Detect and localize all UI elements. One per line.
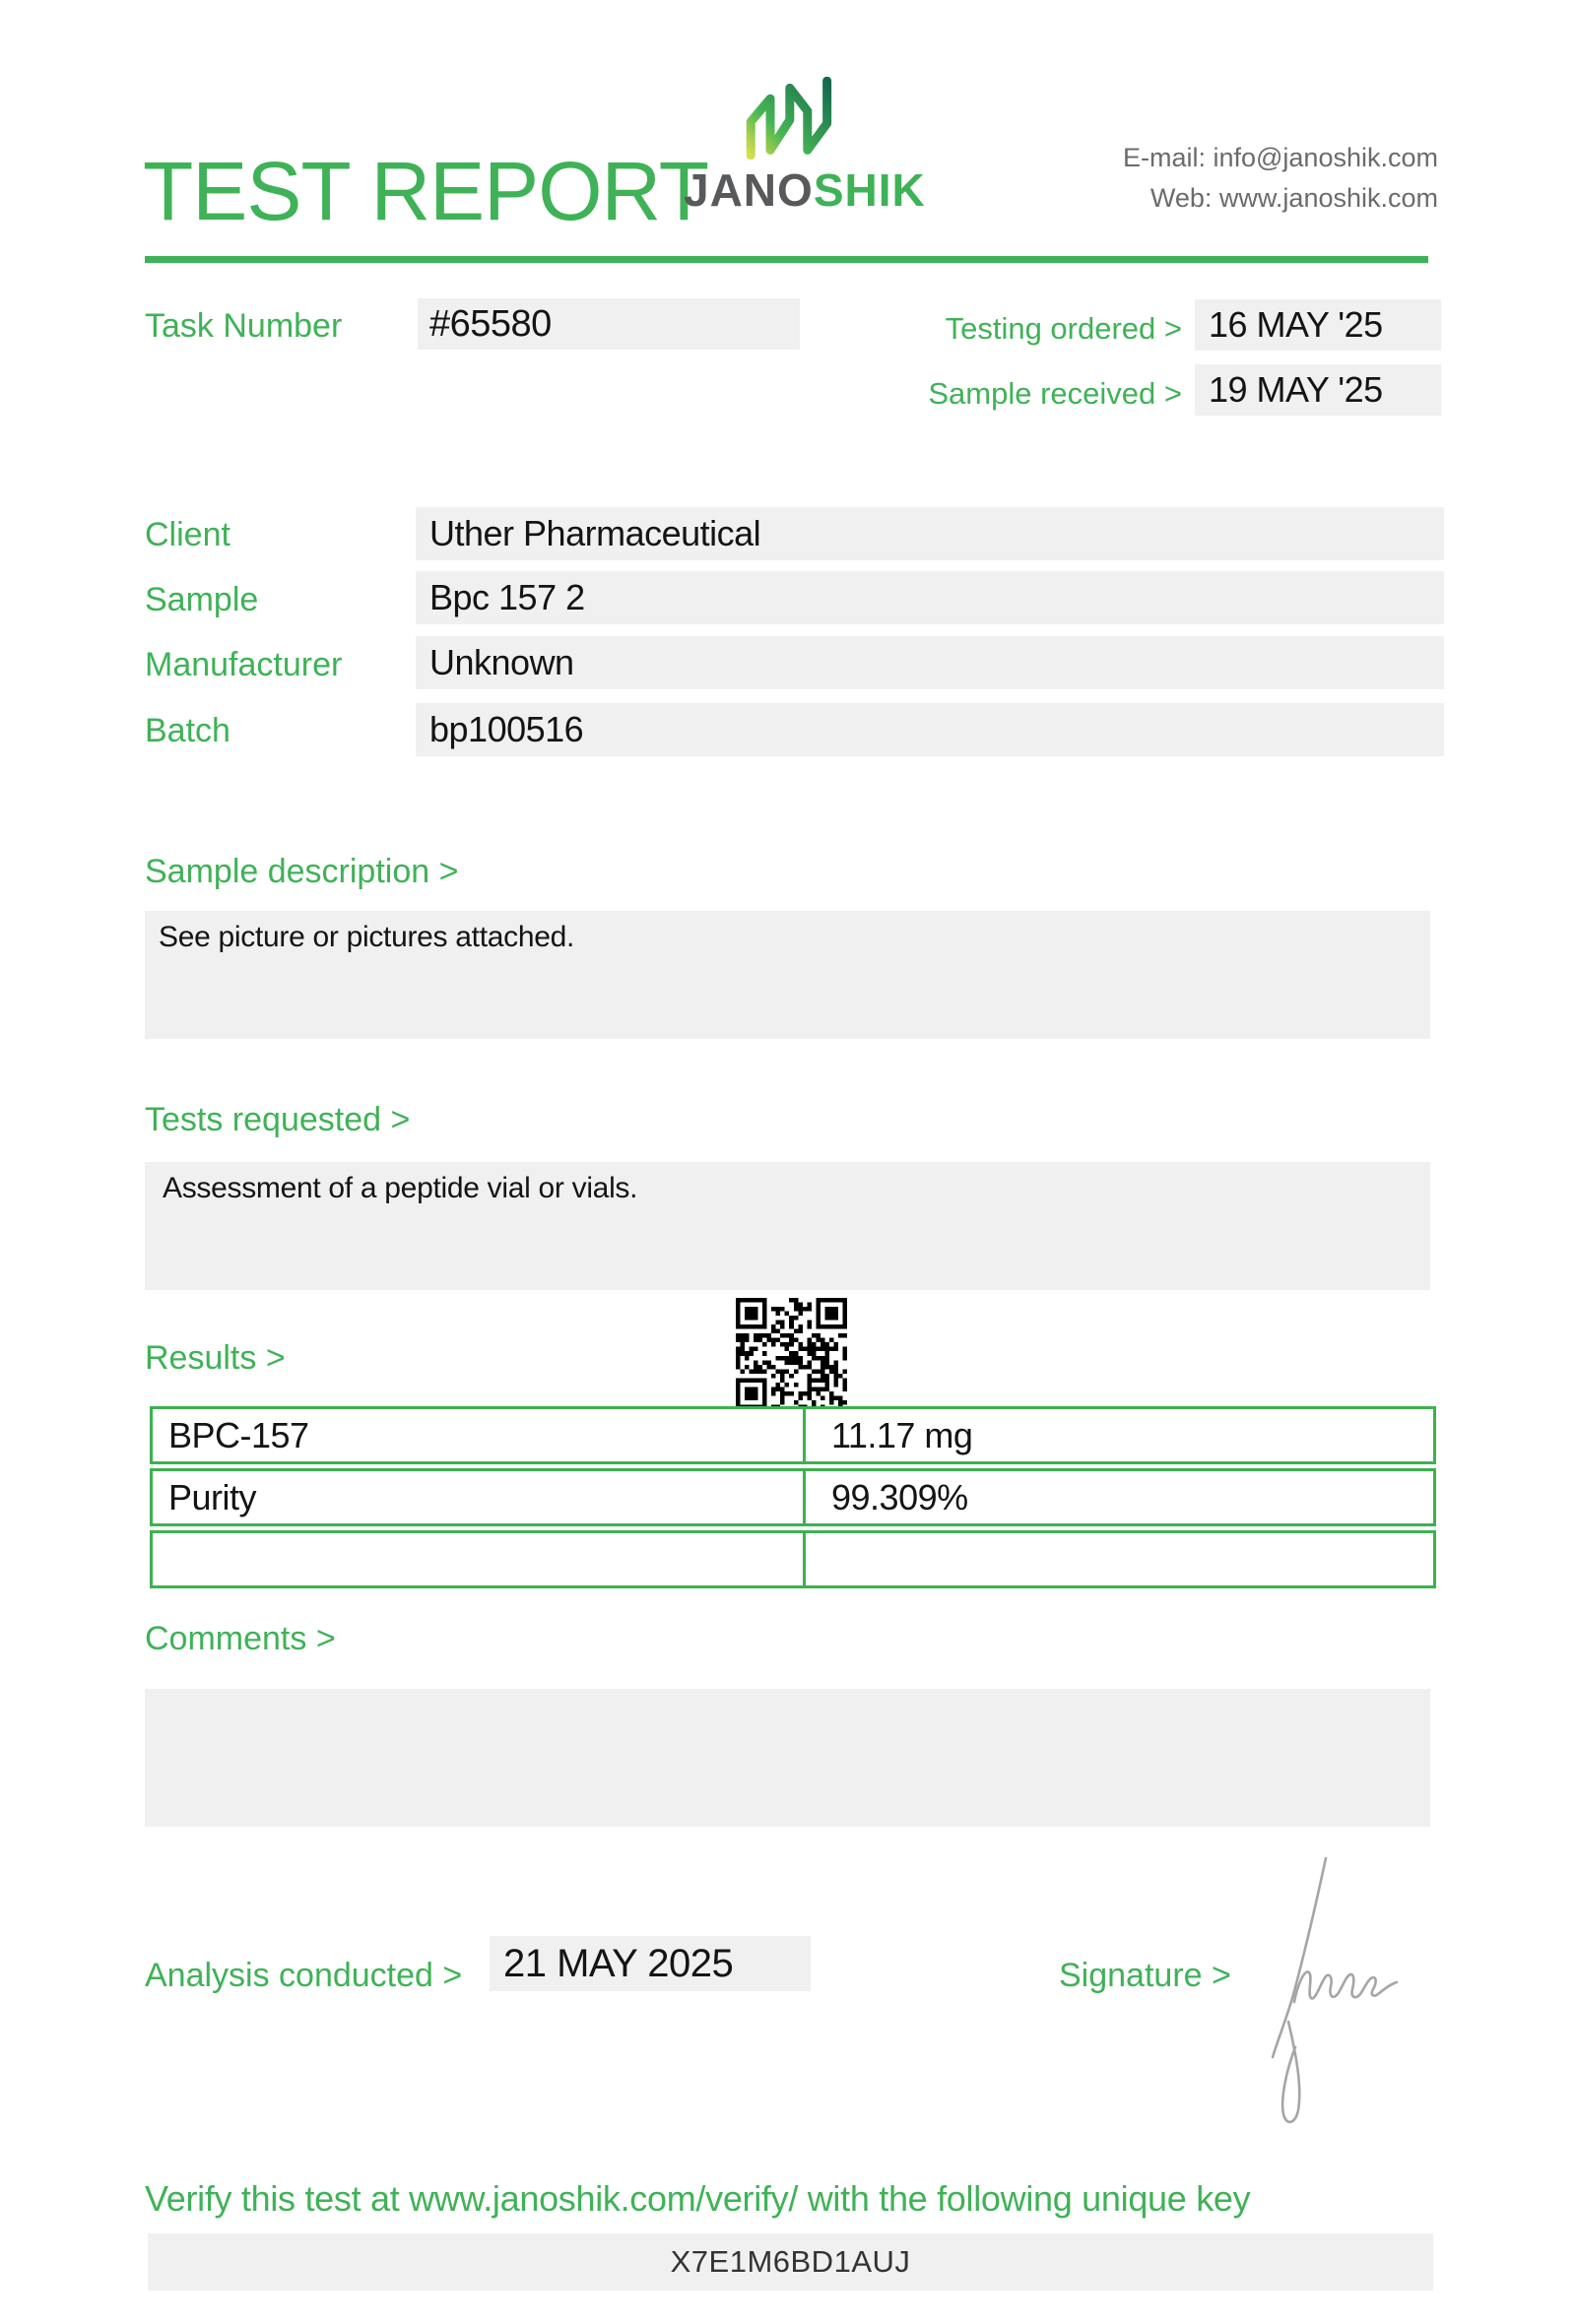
table-row bbox=[150, 1468, 1436, 1526]
batch-label: Batch bbox=[145, 712, 230, 749]
sample-value: Bpc 157 2 bbox=[416, 571, 1444, 624]
logo-wordmark bbox=[684, 163, 926, 217]
verify-instruction: Verify this test at www.janoshik.com/verify/ with the following unique key bbox=[145, 2178, 1251, 2219]
client-value: Uther Pharmaceutical bbox=[416, 507, 1444, 560]
client-label: Client bbox=[145, 516, 230, 553]
result-value-cell bbox=[806, 1533, 1433, 1585]
result-value-cell: 11.17 mg bbox=[831, 1414, 973, 1455]
verify-key: X7E1M6BD1AUJ bbox=[148, 2233, 1433, 2291]
table-row bbox=[150, 1406, 1436, 1464]
results-heading: Results > bbox=[145, 1339, 286, 1377]
manufacturer-value: Unknown bbox=[416, 636, 1444, 689]
results-table bbox=[150, 1406, 1436, 1592]
sample-description-text: See picture or pictures attached. bbox=[159, 921, 575, 953]
qr-code bbox=[736, 1298, 847, 1409]
sample-description-box bbox=[145, 911, 1430, 1039]
comments-box bbox=[145, 1689, 1430, 1827]
contact-web: Web: www.janoshik.com bbox=[1149, 183, 1438, 213]
page-title: TEST REPORT bbox=[143, 145, 709, 237]
signature-label: Signature > bbox=[1059, 1957, 1231, 1994]
logo-chart-icon bbox=[744, 77, 832, 164]
table-row bbox=[150, 1530, 1436, 1588]
logo-wordmark-jano: JANO bbox=[684, 164, 814, 216]
tests-requested-box bbox=[145, 1162, 1430, 1290]
task-number-label: Task Number bbox=[145, 307, 343, 345]
testing-ordered-value: 16 MAY '25 bbox=[1195, 299, 1441, 351]
header-divider bbox=[145, 256, 1428, 263]
sample-received-value: 19 MAY '25 bbox=[1195, 364, 1441, 416]
task-number-value: #65580 bbox=[418, 298, 800, 350]
result-value-cell: 99.309% bbox=[831, 1476, 968, 1517]
sample-label: Sample bbox=[145, 581, 259, 618]
sample-received-label: Sample received > bbox=[928, 376, 1182, 411]
tests-requested-text: Assessment of a peptide vial or vials. bbox=[163, 1172, 638, 1204]
sample-description-heading: Sample description > bbox=[145, 853, 459, 890]
analysis-conducted-label: Analysis conducted > bbox=[145, 1957, 463, 1994]
batch-value: bp100516 bbox=[416, 703, 1444, 756]
signature-image bbox=[1251, 1828, 1428, 2140]
result-name-cell: Purity bbox=[153, 1471, 806, 1523]
contact-email: E-mail: info@janoshik.com bbox=[1122, 143, 1438, 172]
qr-code-canvas bbox=[736, 1298, 847, 1409]
result-name-cell bbox=[153, 1533, 806, 1585]
comments-heading: Comments > bbox=[145, 1620, 336, 1657]
analysis-conducted-value: 21 MAY 2025 bbox=[490, 1936, 811, 1991]
testing-ordered-label: Testing ordered > bbox=[945, 311, 1182, 346]
result-name-cell: BPC-157 bbox=[153, 1409, 806, 1461]
tests-requested-heading: Tests requested > bbox=[145, 1101, 411, 1138]
contact-block bbox=[1123, 138, 1438, 219]
logo-wordmark-shik: SHIK bbox=[813, 164, 926, 216]
manufacturer-label: Manufacturer bbox=[145, 646, 343, 683]
